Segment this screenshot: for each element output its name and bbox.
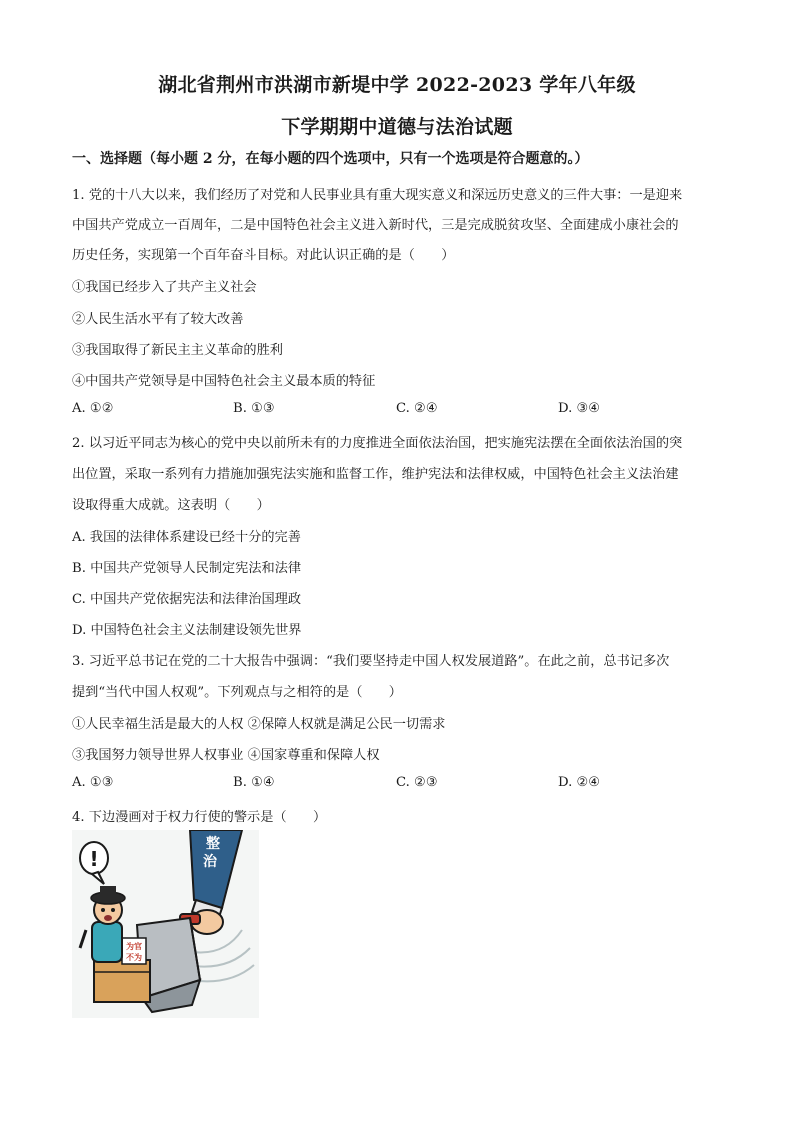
page-title-line-1: 湖北省荆州市洪湖市新堤中学 2022-2023 学年八年级 <box>158 74 636 96</box>
q1-option-c[interactable]: C. ②④ <box>396 401 438 416</box>
q1-item-4: ④中国共产党领导是中国特色社会主义最本质的特征 <box>72 374 376 389</box>
q2-option-d[interactable]: D. 中国特色社会主义法制建设领先世界 <box>72 623 302 638</box>
q1-option-b[interactable]: B. ①③ <box>233 401 275 416</box>
q1-item-2: ②人民生活水平有了较大改善 <box>72 312 244 327</box>
q2-option-a[interactable]: A. 我国的法律体系建设已经十分的完善 <box>72 530 301 545</box>
sleeve-text-2: 治 <box>203 854 217 870</box>
q3-option-d[interactable]: D. ②④ <box>558 775 601 790</box>
q4-stem: 4. 下边漫画对于权力行使的警示是（ ） <box>72 810 327 825</box>
q1-stem-line-3: 历史任务，实现第一个百年奋斗目标。对此认识正确的是（ ） <box>72 248 455 263</box>
q3-stem-line-2: 提到“当代中国人权观”。下列观点与之相符的是（ ） <box>72 685 402 700</box>
q3-option-b[interactable]: B. ①④ <box>233 775 275 790</box>
q2-stem-line-1: 2. 以习近平同志为核心的党中央以前所未有的力度推进全面依法治国，把实施宪法摆在全面依法治国的突 <box>72 436 683 451</box>
exclamation-icon: ! <box>89 847 99 871</box>
q2-option-b[interactable]: B. 中国共产党领导人民制定宪法和法律 <box>72 561 302 576</box>
q1-stem-line-1: 1. 党的十八大以来，我们经历了对党和人民事业具有重大现实意义和深远历史意义的三件大事：一是迎来 <box>72 188 683 203</box>
sign-text-2: 不为 <box>126 953 142 962</box>
q1-option-a[interactable]: A. ①② <box>72 401 114 416</box>
q3-item-1: ①人民幸福生活是最大的人权 ②保障人权就是满足公民一切需求 <box>72 717 446 732</box>
q3-option-c[interactable]: C. ②③ <box>396 775 438 790</box>
sleeve-text-1: 整 <box>206 836 220 852</box>
sign-text-1: 为官 <box>126 942 142 951</box>
q1-item-1: ①我国已经步入了共产主义社会 <box>72 280 257 295</box>
q3-option-a[interactable]: A. ①③ <box>72 775 114 790</box>
q3-stem-line-1: 3. 习近平总书记在党的二十大报告中强调：“我们要坚持走中国人权发展道路”。在此之前，总书记多次 <box>72 654 670 669</box>
desk <box>94 960 150 1002</box>
q2-stem-line-3: 设取得重大成就。这表明（ ） <box>72 498 270 513</box>
q2-stem-line-2: 出位置，采取一系列有力措施加强宪法实施和监督工作，维护宪法和法律权威，中国特色社会主义法治建 <box>72 467 679 482</box>
q1-item-3: ③我国取得了新民主主义革命的胜利 <box>72 343 283 358</box>
page-title-line-2: 下学期期中道德与法治试题 <box>281 116 513 138</box>
cartoon-illustration <box>72 830 259 1018</box>
section-heading: 一、选择题（每小题 2 分，在每小题的四个选项中，只有一个选项是符合题意的。） <box>72 151 589 167</box>
q1-stem-line-2: 中国共产党成立一百周年，二是中国特色社会主义进入新时代，三是完成脱贫攻坚、全面建成小康社会的 <box>72 218 679 233</box>
q1-option-d[interactable]: D. ③④ <box>558 401 601 416</box>
q2-option-c[interactable]: C. 中国共产党依据宪法和法律治国理政 <box>72 592 302 607</box>
q3-item-2: ③我国努力领导世界人权事业 ④国家尊重和保障人权 <box>72 748 380 763</box>
